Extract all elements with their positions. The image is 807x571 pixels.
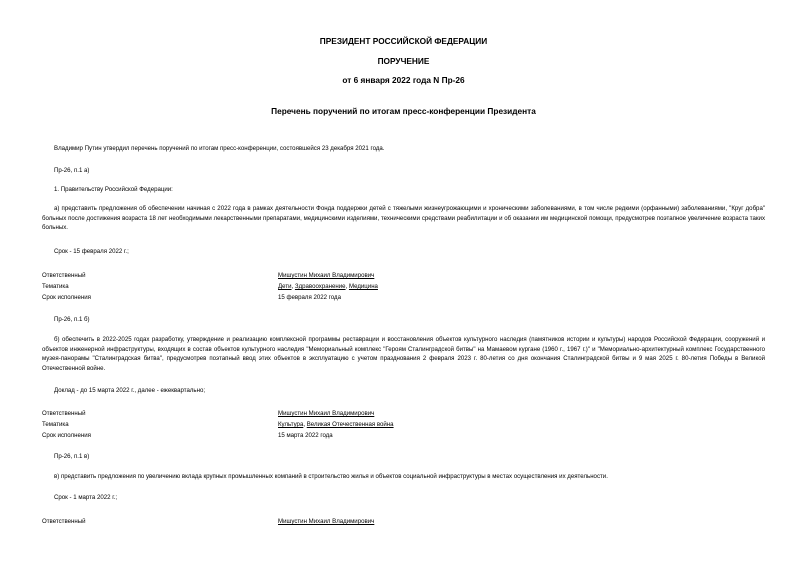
topic-link[interactable]: Великая Отечественная война (306, 421, 394, 428)
item-b-responsible-link[interactable]: Мишустин Михаил Владимирович (278, 410, 375, 417)
item-a-due-label: Срок исполнения (42, 294, 91, 301)
item-a-topics: Дети, Здравоохранение, Медицина (278, 283, 378, 290)
item-c-text: в) представить предложения по увеличению вклада крупных промышленных компаний в строительство жилья и объектов социальной инфраструктуры в местах осуществления их деятельности. (54, 473, 608, 480)
topic-link[interactable]: Дети (278, 283, 292, 290)
item-b-reference: Пр-26, п.1 б) (54, 316, 90, 323)
item-b-topics: Культура, Великая Отечественная война (278, 421, 394, 428)
item-b-responsible-label: Ответственный (42, 410, 86, 417)
item-a-deadline: Срок - 15 февраля 2022 г.; (54, 248, 129, 255)
item-b-text: б) обеспечить в 2022-2025 годах разработку, утверждение и реализацию комплексной программы реставрации и восстановления объектов культурного наследия (памятников истории и культуры) народов Российской Федерации, сооружений и объектов инженерной инфраструктуры, входящих в состав объектов культурного наследия "Мемориальный комплекс "Героям Сталинградской битвы" на Мамаевом кургане (1960 г., 1967 г.)" и "Мемориально-архитектурный комплекс Государственного музея-панорамы "Сталинградская битва", предусмотрев поэтапный ввод этих объектов в эксплуатацию с учетом празднования 2 февраля 2023 г. 80-летия со дня окончания Сталинградской битвы и 9 мая 2025 г. 80-летия Победы в Великой Отечественной войне. (42, 336, 765, 372)
item-c-reference: Пр-26, п.1 в) (54, 453, 90, 460)
item-b-deadline: Доклад - до 15 марта 2022 г., далее - ежеквартально; (54, 387, 206, 394)
item-b-due-value: 15 марта 2022 года (278, 432, 333, 439)
document-title: Перечень поручений по итогам пресс-конференции Президента (271, 106, 536, 116)
item-a-due-value: 15 февраля 2022 года (278, 294, 341, 301)
topic-link[interactable]: Культура (278, 421, 304, 428)
item-a-responsible-link[interactable]: Мишустин Михаил Владимирович (278, 272, 375, 279)
item-b-topic-label: Тематика (42, 421, 69, 428)
intro-paragraph: Владимир Путин утвердил перечень поручений по итогам пресс-конференции, состоявшейся 23 декабря 2021 года. (54, 145, 385, 152)
header-date-number: от 6 января 2022 года N Пр-26 (342, 75, 465, 85)
item-b-due-label: Срок исполнения (42, 432, 91, 439)
header-authority: ПРЕЗИДЕНТ РОССИЙСКОЙ ФЕДЕРАЦИИ (319, 36, 488, 46)
item-a-responsible-label: Ответственный (42, 272, 86, 279)
section1-heading: 1. Правительству Российской Федерации: (54, 186, 173, 193)
header-doc-type: ПОРУЧЕНИЕ (377, 56, 430, 66)
topic-link[interactable]: Медицина (348, 283, 378, 290)
topic-link[interactable]: Здравоохранение (294, 283, 346, 290)
section1-reference: Пр-26, п.1 а) (54, 167, 90, 174)
item-a-topic-label: Тематика (42, 283, 69, 290)
item-c-responsible-label: Ответственный (42, 518, 86, 525)
item-a-text: а) представить предложения об обеспечении начиная с 2022 года в рамках деятельности Фонда поддержки детей с тяжелыми жизнеугрожающими и хроническими заболеваниями, в том числе редкими (орфанными) заболеваниями, "Круг добра" больных после достижения возраста 18 лет необходимыми лекарственными препаратами, медицинскими изделиями, техническими средствами реабилитации и об оказании им медицинской помощи, предусмотрев поэтапное увеличение возраста таких больных. (42, 205, 765, 232)
item-c-responsible-link[interactable]: Мишустин Михаил Владимирович (278, 518, 375, 525)
item-c-deadline: Срок - 1 марта 2022 г.; (54, 494, 118, 501)
